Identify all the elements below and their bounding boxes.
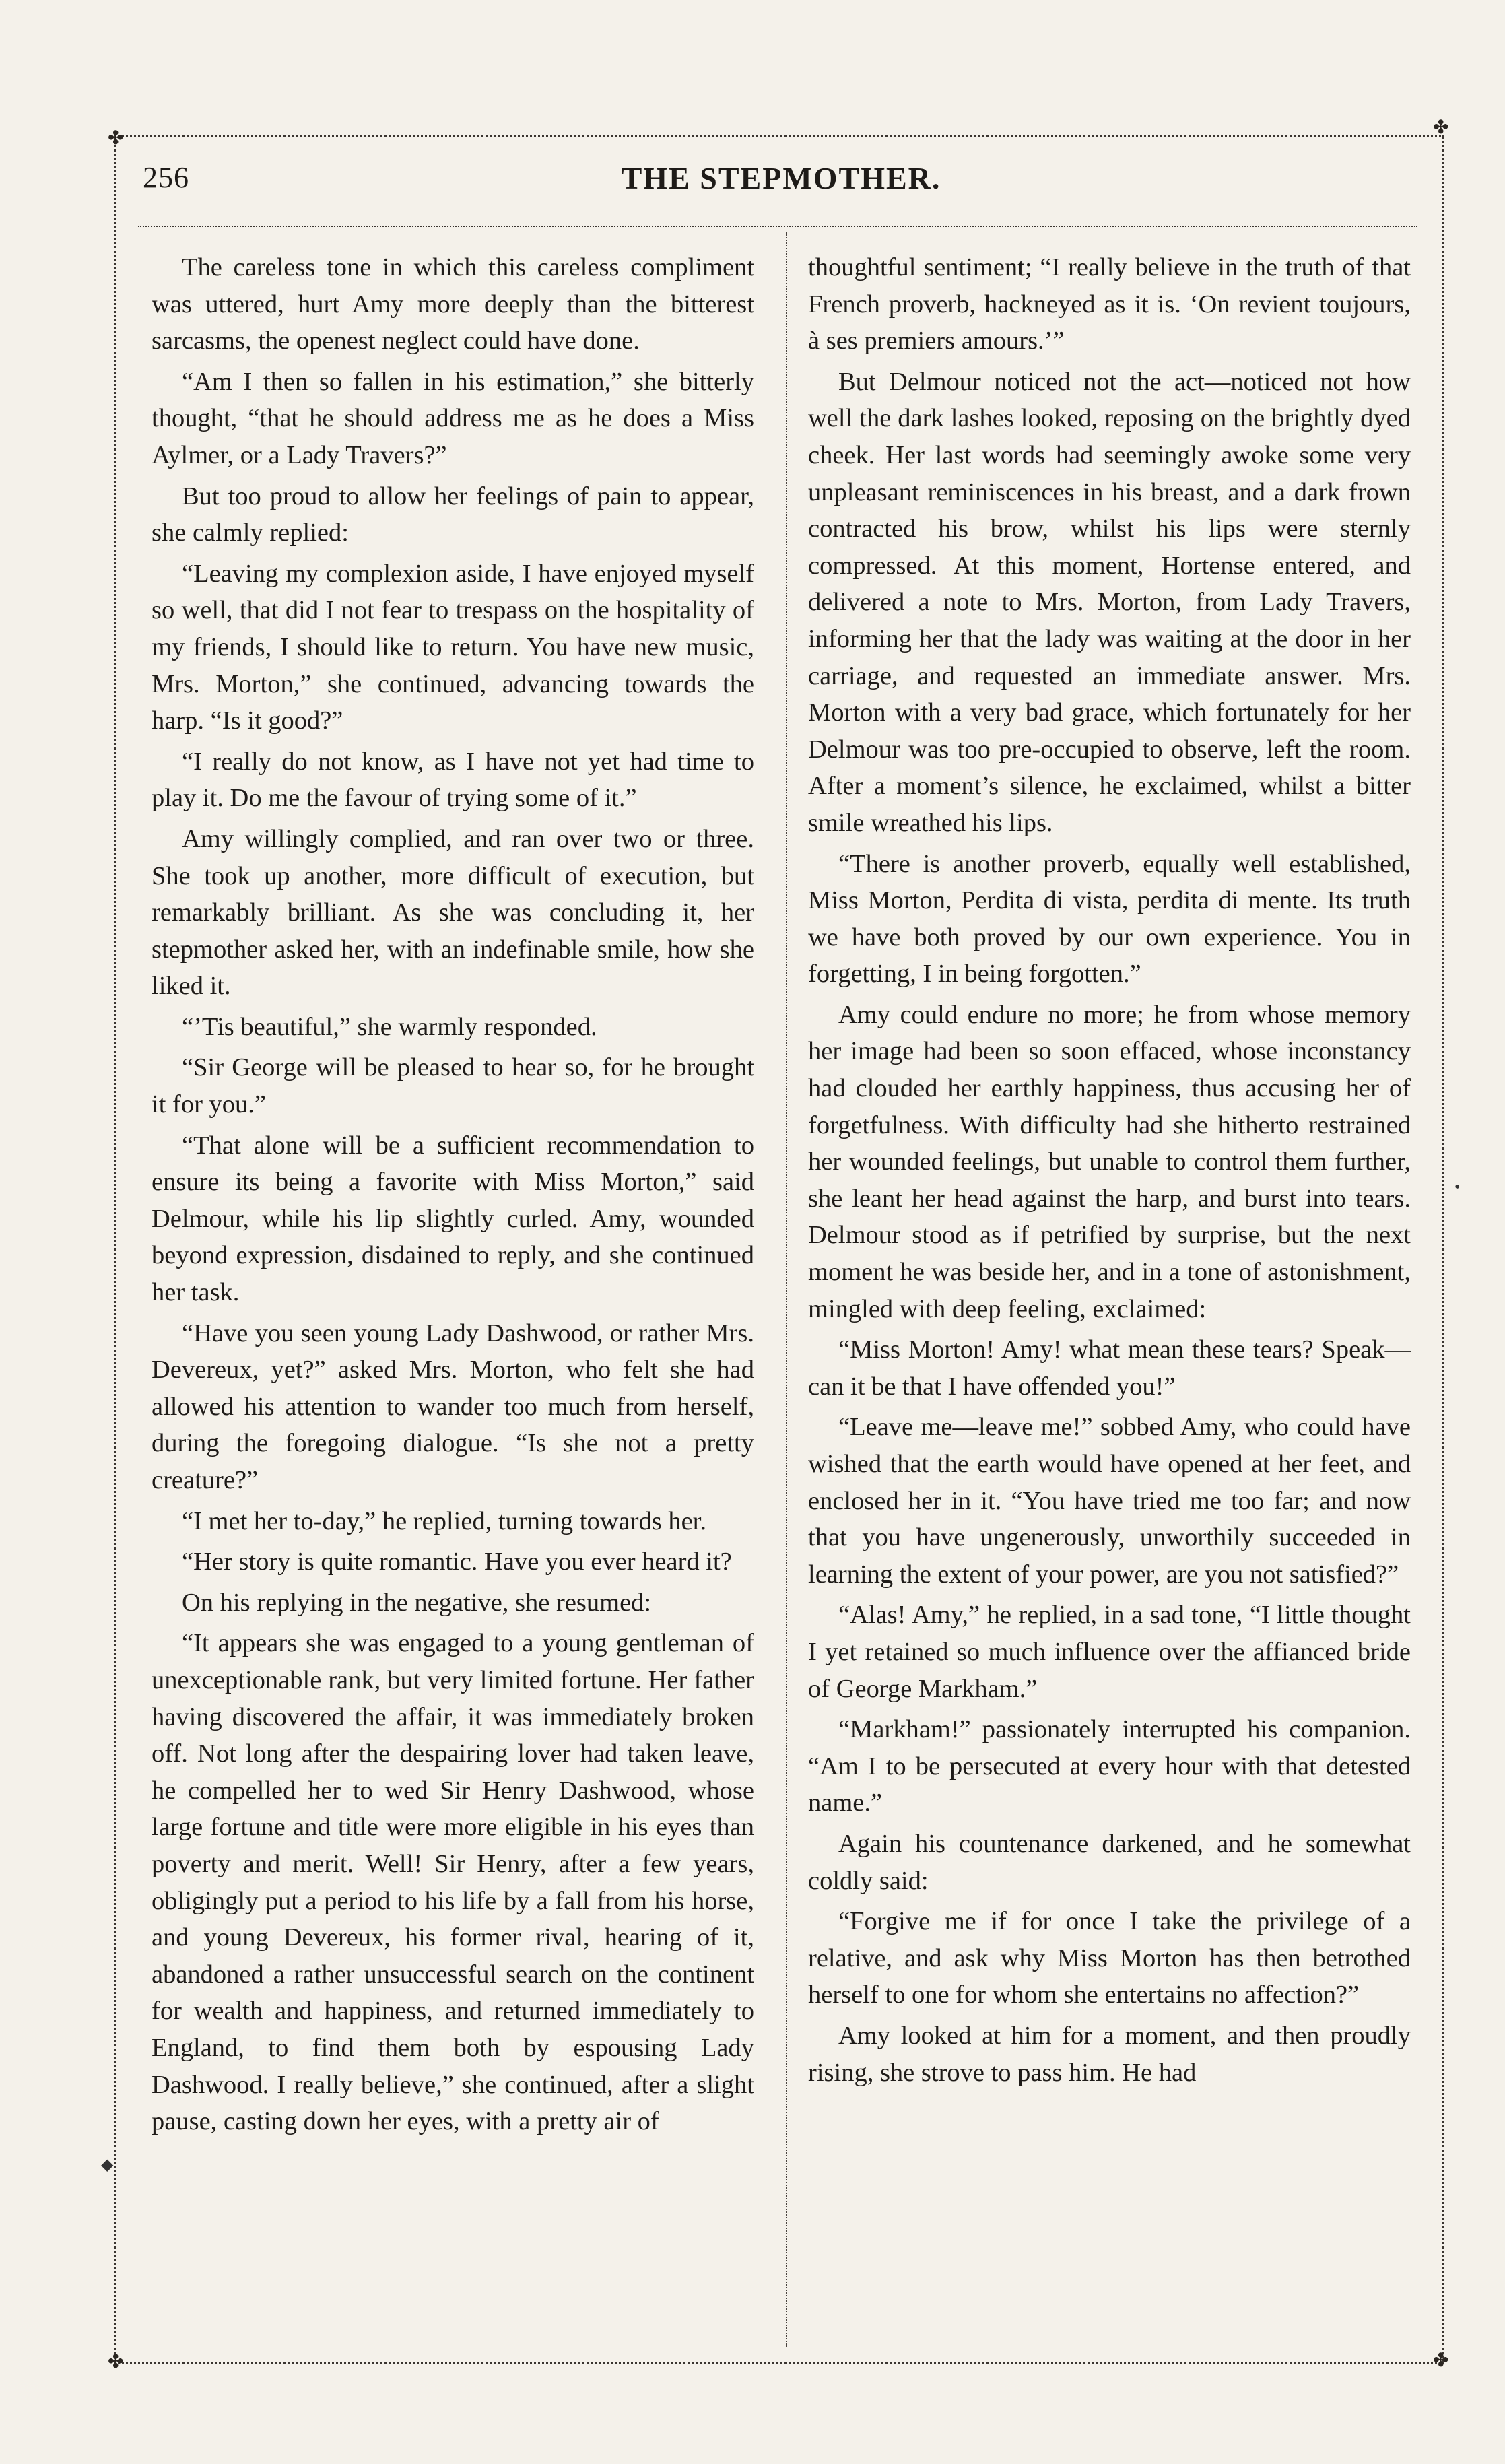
paragraph: “Leaving my complexion aside, I have enjoyed myself so well, that did I not fear to trespass on the hospitality of my friends, I should like to return. You have new music, Mrs. Morton,” she continued, advancing towards the harp. “Is it good?” [152, 559, 754, 735]
paragraph: Amy looked at him for a moment, and then proudly rising, she strove to pass him. He had [808, 2021, 1411, 2087]
corner-ornament-bottom-left: ✤ [108, 2352, 124, 2372]
paragraph: “Her story is quite romantic. Have you ever heard it? [182, 1547, 732, 1576]
right-column [808, 249, 1411, 2095]
corner-ornament-top-right: ✤ [1433, 117, 1449, 138]
page-header [135, 160, 1428, 214]
corner-ornament-bottom-right: ✤ [1433, 2350, 1449, 2371]
paragraph: Again his countenance darkened, and he somewhat coldly said: [808, 1829, 1411, 1895]
paragraph: “I met her to-day,” he replied, turning towards her. [182, 1506, 706, 1535]
paragraph: “There is another proverb, equally well established, Miss Morton, Perdita di vista, perdita di mente. Its truth we have both proved by our own experience. You in forgetting, I in being forgotten.” [808, 849, 1411, 989]
paragraph: “It appears she was engaged to a young gentleman of unexceptionable rank, but very limited fortune. Her father having discovered the affair, it was immediately broken off. Not long after the despairing lover had taken leave, he compelled her to wed Sir Henry Dashwood, whose large fortune and title were more eligible in his eyes than poverty and merit. Well! Sir Henry, after a few years, obligingly put a period to his life by a fall from his horse, and young Devereux, his former rival, hearing of it, abandoned a rather unsuccessful search on the continent for wealth and happiness, and returned immediately to England, to find them both by espousing Lady Dashwood. I really believe,” she continued, after a slight pause, casting down her eyes, with a pretty air of [152, 1629, 754, 2136]
corner-ornament-top-left: ✤ [108, 128, 124, 149]
margin-mark: ◆ [101, 2156, 114, 2174]
paragraph: “I really do not know, as I have not yet had time to play it. Do me the favour of trying some of it.” [152, 747, 754, 813]
column-divider [786, 232, 787, 2347]
paragraph: On his replying in the negative, she resumed: [182, 1588, 652, 1617]
paragraph: But Delmour noticed not the act—noticed not how well the dark lashes looked, reposing on the brightly dyed cheek. Her last words had seemingly awoke some very unpleasant reminiscences in his breast, and a dark frown contracted his brow, whilst his lips were sternly compressed. At this moment, Hortense entered, and delivered a note to Mrs. Morton, from Lady Travers, informing her that the lady was waiting at the door in her carriage, and requested an immediate answer. Mrs. Morton with a very bad grace, which fortunately for her Delmour was too pre-occupied to observe, left the room. After a moment’s silence, he exclaimed, whilst a bitter smile wreathed his lips. [808, 367, 1411, 837]
running-title: THE STEPMOTHER. [621, 161, 941, 195]
header-rule [138, 226, 1417, 227]
paragraph: Amy willingly complied, and ran over two or three. She took up another, more difficult of execution, but remarkably brilliant. As she was concluding it, her stepmother asked her, with an indefinable smile, how she liked it. [152, 824, 754, 1001]
paragraph: “Alas! Amy,” he replied, in a sad tone, “I little thought I yet retained so much influence over the affianced bride of George Markham.” [808, 1601, 1411, 1703]
paragraph: Amy could endure no more; he from whose memory her image had been so soon effaced, whose inconstancy had clouded her earthly happiness, thus accusing her of forgetfulness. With difficulty had she hitherto restrained her wounded feelings, but unable to control them further, she leant her head against the harp, and burst into tears. Delmour stood as if petrified by surprise, but the next moment he was beside her, and in a tone of astonishment, mingled with deep feeling, exclaimed: [808, 1000, 1411, 1323]
paragraph: “That alone will be a sufficient recommendation to ensure its being a favorite with Miss Morton,” said Delmour, while his lip slightly curled. Amy, wounded beyond expression, disdained to reply, and she continued her task. [152, 1131, 754, 1307]
paragraph-continued: thoughtful sentiment; “I really believe in the truth of that French proverb, hackneyed as it is. ‘On revient toujours, à ses premiers amours.’” [808, 253, 1411, 356]
paragraph: “Am I then so fallen in his estimation,” she bitterly thought, “that he should address me as he does a Miss Aylmer, or a Lady Travers?” [152, 367, 754, 469]
paragraph: “’Tis beautiful,” she warmly responded. [182, 1012, 597, 1041]
paragraph: “Have you seen young Lady Dashwood, or rather Mrs. Devereux, yet?” asked Mrs. Morton, who felt she had allowed his attention to wander too much from herself, during the foregoing dialogue. “Is she not a pretty creature?” [152, 1319, 754, 1494]
paragraph: “Miss Morton! Amy! what mean these tears? Speak—can it be that I have offended you!” [808, 1335, 1411, 1401]
page-number: 256 [143, 161, 189, 194]
paragraph: The careless tone in which this careless compliment was uttered, hurt Amy more deeply than the bitterest sarcasms, the openest neglect could have done. [152, 253, 754, 356]
paragraph: “Markham!” passionately interrupted his companion. “Am I to be persecuted at every hour with that detested name.” [808, 1715, 1411, 1818]
paragraph: “Leave me—leave me!” sobbed Amy, who could have wished that the earth would have opened at her feet, and enclosed her in it. “You have tried me too far; and now that you have ungenerously, unworthily succeeded in learning the extent of your power, are you not satisfied?” [808, 1413, 1411, 1589]
paragraph: “Sir George will be pleased to hear so, for he brought it for you.” [152, 1053, 754, 1119]
margin-mark: • [1454, 1178, 1461, 1196]
left-column [152, 249, 754, 2144]
paragraph: “Forgive me if for once I take the privilege of a relative, and ask why Miss Morton has then betrothed herself to one for whom she entertains no affection?” [808, 1907, 1411, 2009]
paragraph: But too proud to allow her feelings of pain to appear, she calmly replied: [152, 481, 754, 547]
